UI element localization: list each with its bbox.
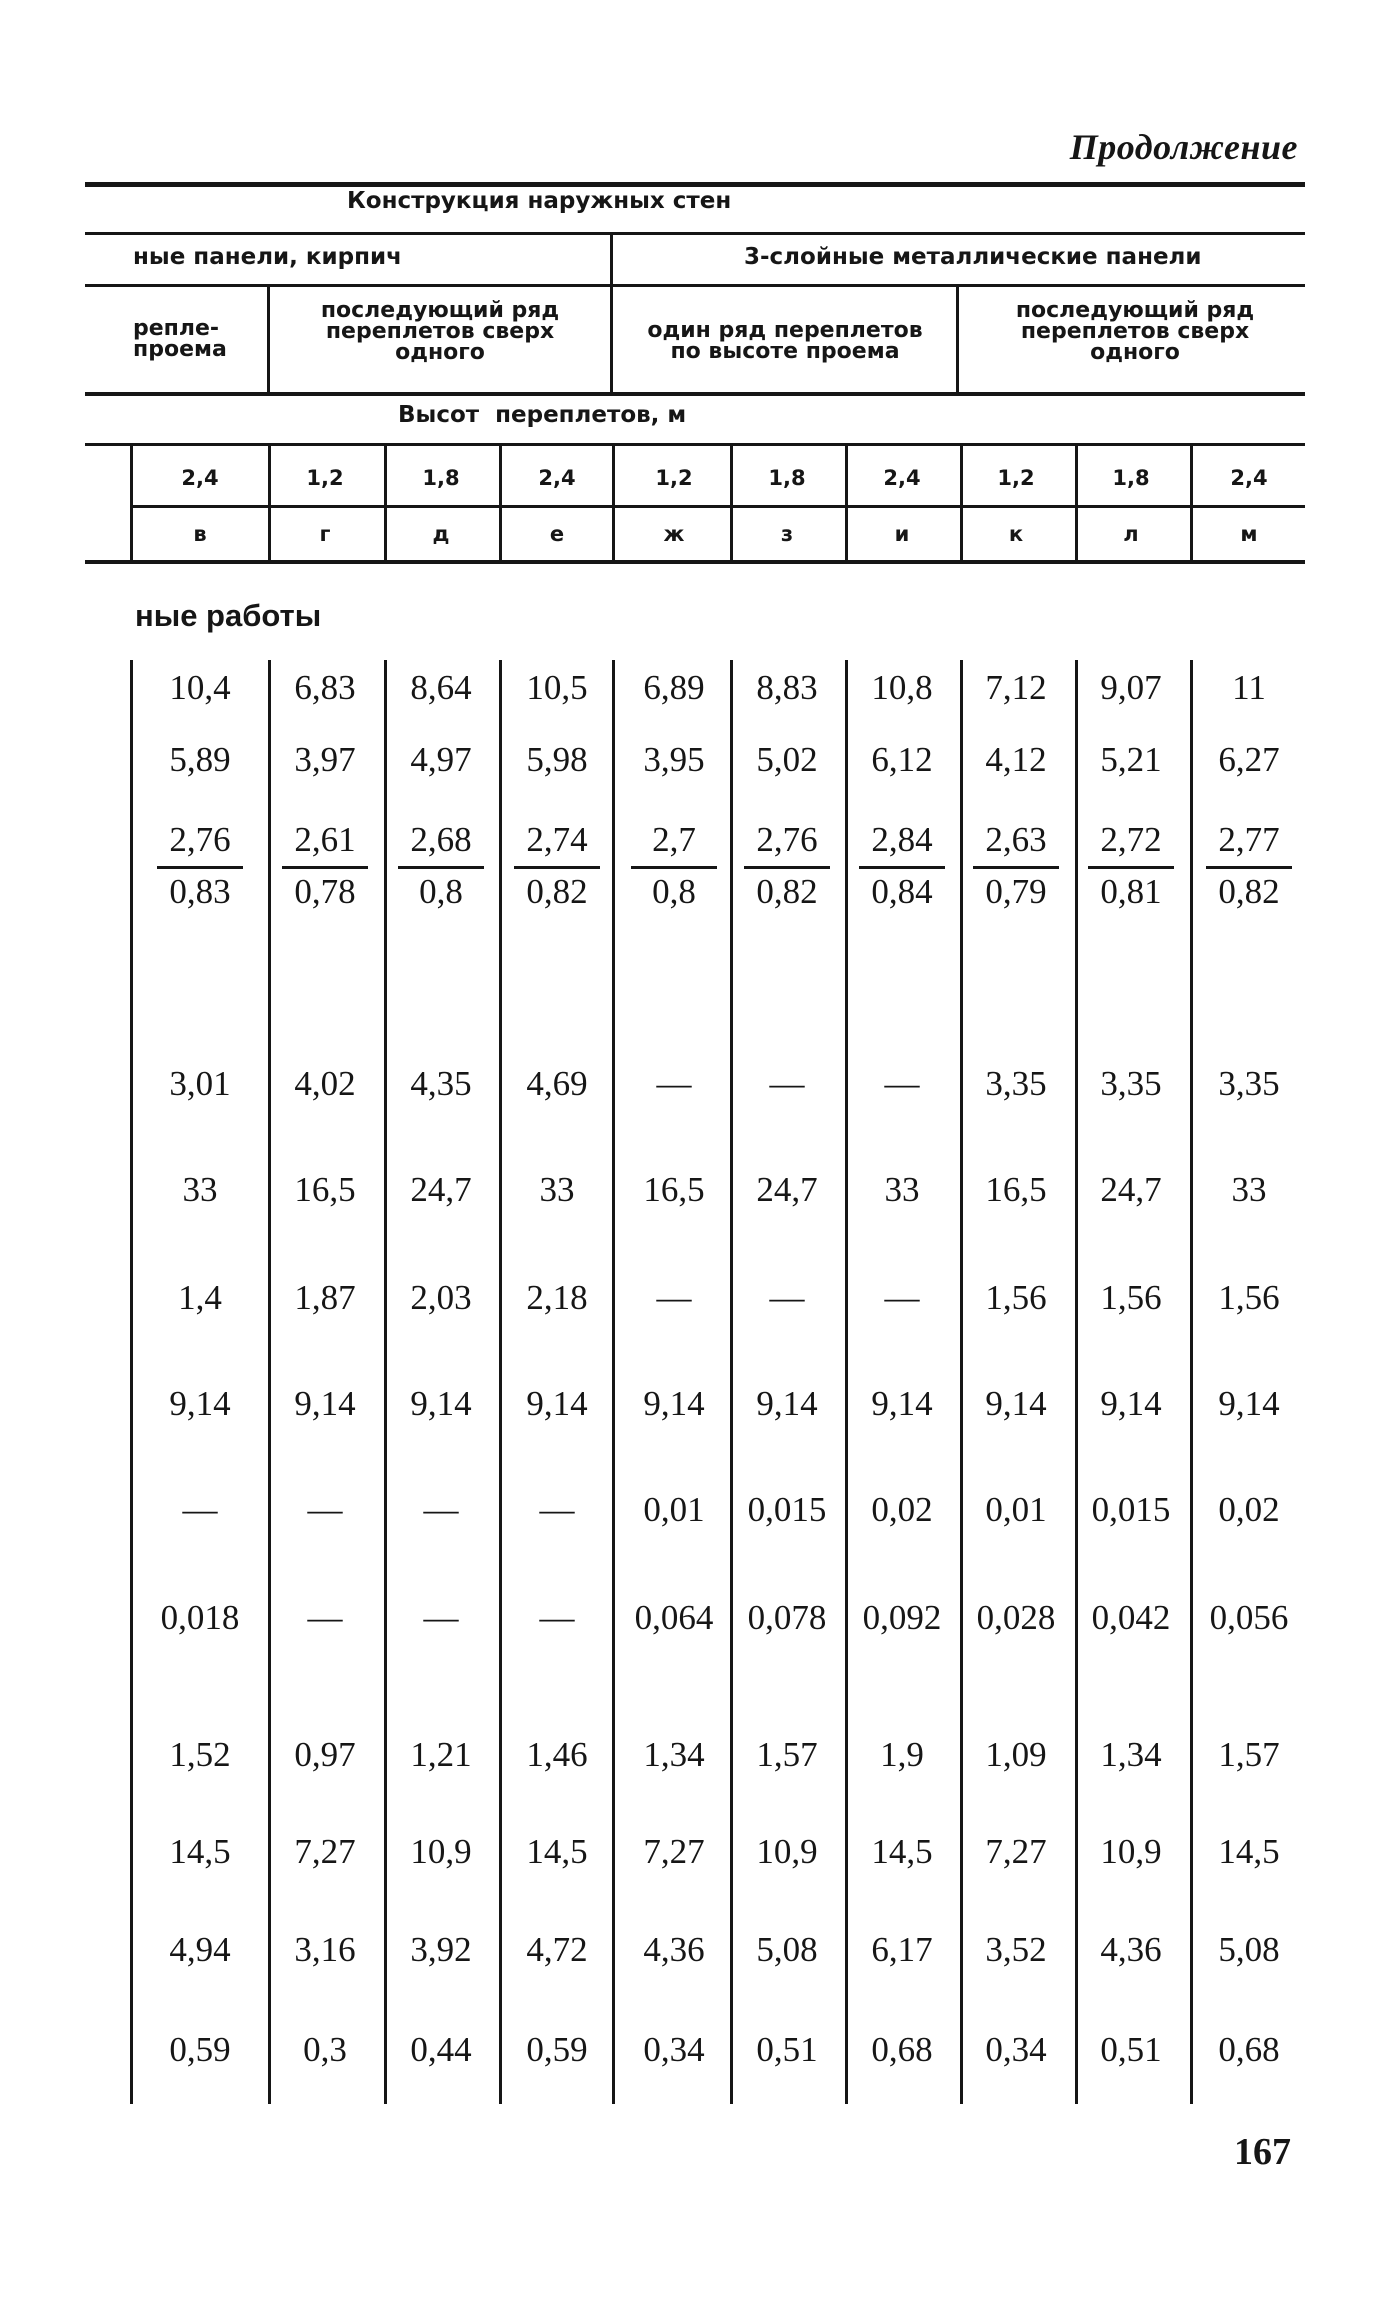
header-column-line bbox=[730, 446, 733, 560]
header-column-line bbox=[384, 446, 387, 560]
table-cell: 0,042 bbox=[1091, 1598, 1171, 1637]
height-value: 1,8 bbox=[422, 466, 460, 490]
fraction-bar bbox=[514, 866, 600, 869]
fraction-numerator: 2,84 bbox=[871, 820, 933, 859]
header-column-line bbox=[268, 446, 271, 560]
table-cell: 3,16 bbox=[294, 1930, 356, 1969]
column-letter: л bbox=[1123, 522, 1139, 546]
table-cell: — bbox=[307, 1598, 343, 1637]
table-cell: 9,14 bbox=[294, 1384, 356, 1423]
continuation-label: Продолжение bbox=[1069, 127, 1298, 167]
height-value: 2,4 bbox=[181, 466, 219, 490]
table-cell: 0,34 bbox=[643, 2030, 705, 2069]
table-cell: — bbox=[656, 1278, 692, 1317]
table-cell: 1,87 bbox=[294, 1278, 356, 1317]
fraction-numerator: 2,7 bbox=[652, 820, 696, 859]
table-cell: 16,5 bbox=[985, 1170, 1047, 1209]
height-value: 1,2 bbox=[655, 466, 693, 490]
table-cell: 0,68 bbox=[871, 2030, 933, 2069]
table-cell: 1,09 bbox=[985, 1735, 1047, 1774]
table-cell: 4,69 bbox=[526, 1064, 588, 1103]
header-column-line bbox=[130, 446, 133, 560]
fraction-denominator: 0,8 bbox=[652, 872, 696, 911]
fraction-denominator: 0,8 bbox=[419, 872, 463, 911]
body-column-line bbox=[130, 660, 133, 2104]
table-cell: 14,5 bbox=[871, 1832, 933, 1871]
column-letter: г bbox=[319, 522, 331, 546]
header-column-line bbox=[845, 446, 848, 560]
table-cell: 10,5 bbox=[526, 668, 588, 707]
table-cell: 9,14 bbox=[756, 1384, 818, 1423]
table-cell: 5,08 bbox=[756, 1930, 818, 1969]
height-value: 2,4 bbox=[538, 466, 576, 490]
sub-header-3: один ряд переплетов по высоте проема bbox=[647, 318, 923, 364]
table-cell: 0,02 bbox=[871, 1490, 933, 1529]
table-cell: 3,52 bbox=[985, 1930, 1047, 1969]
header-rule-4 bbox=[85, 392, 1305, 396]
fraction-bar bbox=[859, 866, 945, 869]
fraction-numerator: 2,74 bbox=[526, 820, 588, 859]
fraction-denominator: 0,83 bbox=[169, 872, 231, 911]
table-cell: 9,14 bbox=[643, 1384, 705, 1423]
table-cell: 4,36 bbox=[643, 1930, 705, 1969]
table-cell: 24,7 bbox=[410, 1170, 472, 1209]
table-cell: 0,01 bbox=[643, 1490, 705, 1529]
table-cell: 4,02 bbox=[294, 1064, 356, 1103]
table-cell: — bbox=[884, 1064, 920, 1103]
table-cell: 6,17 bbox=[871, 1930, 933, 1969]
table-cell: 10,9 bbox=[410, 1832, 472, 1871]
page-number: 167 bbox=[1234, 2131, 1291, 2173]
table-cell: 4,97 bbox=[410, 740, 472, 779]
table-cell: 1,57 bbox=[1218, 1735, 1280, 1774]
table-cell: 1,34 bbox=[643, 1735, 705, 1774]
header-column-line bbox=[612, 446, 615, 560]
fraction-numerator: 2,68 bbox=[410, 820, 472, 859]
table-cell: 8,64 bbox=[410, 668, 472, 707]
table-cell: 14,5 bbox=[526, 1832, 588, 1871]
table-cell: — bbox=[656, 1064, 692, 1103]
table-cell: 7,27 bbox=[985, 1832, 1047, 1871]
height-value: 1,2 bbox=[997, 466, 1035, 490]
table-cell: 1,56 bbox=[1218, 1278, 1280, 1317]
table-cell: 4,36 bbox=[1100, 1930, 1162, 1969]
table-cell: 10,4 bbox=[169, 668, 231, 707]
table-cell: 11 bbox=[1232, 668, 1266, 707]
table-cell: 0,51 bbox=[756, 2030, 818, 2069]
height-value: 1,8 bbox=[1112, 466, 1150, 490]
fraction-denominator: 0,84 bbox=[871, 872, 933, 911]
group-right-title: 3-слойные металлические панели bbox=[744, 244, 1202, 270]
table-cell: 1,52 bbox=[169, 1735, 231, 1774]
header-column-line bbox=[1190, 446, 1193, 560]
fraction-denominator: 0,78 bbox=[294, 872, 356, 911]
table-cell: 10,8 bbox=[871, 668, 933, 707]
column-letter: д bbox=[432, 522, 450, 546]
fraction-denominator: 0,79 bbox=[985, 872, 1047, 911]
fraction-bar bbox=[282, 866, 368, 869]
table-cell: 0,51 bbox=[1100, 2030, 1162, 2069]
table-cell: 9,14 bbox=[169, 1384, 231, 1423]
table-cell: 0,3 bbox=[303, 2030, 347, 2069]
table-cell: 0,44 bbox=[410, 2030, 472, 2069]
header-rule-6 bbox=[130, 505, 1305, 508]
table-cell: 1,4 bbox=[178, 1278, 222, 1317]
table-cell: — bbox=[539, 1598, 575, 1637]
fraction-denominator: 0,81 bbox=[1100, 872, 1162, 911]
construction-title: Конструкция наружных стен bbox=[347, 188, 732, 214]
column-letter: м bbox=[1240, 522, 1258, 546]
fraction-numerator: 2,63 bbox=[985, 820, 1047, 859]
table-cell: 16,5 bbox=[643, 1170, 705, 1209]
table-cell: — bbox=[423, 1598, 459, 1637]
table-cell: 5,89 bbox=[169, 740, 231, 779]
table-cell: 24,7 bbox=[756, 1170, 818, 1209]
table-cell: 0,68 bbox=[1218, 2030, 1280, 2069]
column-letter: в bbox=[193, 522, 207, 546]
table-cell: 0,34 bbox=[985, 2030, 1047, 2069]
group-left-title: ные панели, кирпич bbox=[133, 244, 402, 270]
table-top-rule bbox=[85, 182, 1305, 187]
table-cell: 0,018 bbox=[160, 1598, 240, 1637]
height-value: 2,4 bbox=[1230, 466, 1268, 490]
table-cell: — bbox=[423, 1490, 459, 1529]
fraction-bar bbox=[744, 866, 830, 869]
height-value: 1,8 bbox=[768, 466, 806, 490]
header-column-line bbox=[960, 446, 963, 560]
table-cell: 0,01 bbox=[985, 1490, 1047, 1529]
table-cell: 2,03 bbox=[410, 1278, 472, 1317]
table-cell: 7,27 bbox=[294, 1832, 356, 1871]
fraction-numerator: 2,76 bbox=[169, 820, 231, 859]
table-cell: 4,12 bbox=[985, 740, 1047, 779]
table-cell: 14,5 bbox=[1218, 1832, 1280, 1871]
table-cell: 6,12 bbox=[871, 740, 933, 779]
table-cell: — bbox=[769, 1064, 805, 1103]
table-cell: 0,064 bbox=[634, 1598, 714, 1637]
table-cell: 1,46 bbox=[526, 1735, 588, 1774]
table-cell: 4,35 bbox=[410, 1064, 472, 1103]
table-cell: 9,07 bbox=[1100, 668, 1162, 707]
sub-header-4: последующий ряд переплетов сверх одного bbox=[1015, 298, 1255, 365]
fraction-bar bbox=[1206, 866, 1292, 869]
table-cell: 0,092 bbox=[862, 1598, 942, 1637]
table-cell: 6,83 bbox=[294, 668, 356, 707]
table-cell: 24,7 bbox=[1100, 1170, 1162, 1209]
fraction-numerator: 2,77 bbox=[1218, 820, 1280, 859]
fraction-bar bbox=[398, 866, 484, 869]
table-cell: 0,015 bbox=[1091, 1490, 1171, 1529]
table-cell: 33 bbox=[182, 1170, 218, 1209]
table-cell: 0,015 bbox=[747, 1490, 827, 1529]
fraction-denominator: 0,82 bbox=[526, 872, 588, 911]
table-cell: — bbox=[769, 1278, 805, 1317]
table-cell: 3,97 bbox=[294, 740, 356, 779]
table-cell: — bbox=[539, 1490, 575, 1529]
table-cell: 7,27 bbox=[643, 1832, 705, 1871]
fraction-bar bbox=[973, 866, 1059, 869]
table-cell: 0,59 bbox=[526, 2030, 588, 2069]
table-cell: 9,14 bbox=[1100, 1384, 1162, 1423]
table-cell: 4,94 bbox=[169, 1930, 231, 1969]
fraction-bar bbox=[157, 866, 243, 869]
table-cell: — bbox=[182, 1490, 218, 1529]
table-cell: 9,14 bbox=[1218, 1384, 1280, 1423]
height-value: 1,2 bbox=[306, 466, 344, 490]
sub-header-2: последующий ряд переплетов сверх одного bbox=[320, 298, 560, 365]
column-letter: к bbox=[1008, 522, 1024, 546]
table-cell: 33 bbox=[884, 1170, 920, 1209]
table-cell: 3,95 bbox=[643, 740, 705, 779]
table-cell: 6,27 bbox=[1218, 740, 1280, 779]
height-label: Высот переплетов, м bbox=[398, 402, 687, 428]
table-cell: 9,14 bbox=[526, 1384, 588, 1423]
column-letter: е bbox=[549, 522, 565, 546]
table-cell: 9,14 bbox=[985, 1384, 1047, 1423]
header-bottom-rule bbox=[85, 560, 1305, 564]
column-letter: з bbox=[780, 522, 794, 546]
column-letter: ж bbox=[663, 522, 685, 546]
table-cell: 1,57 bbox=[756, 1735, 818, 1774]
table-cell: 0,028 bbox=[976, 1598, 1056, 1637]
table-cell: 2,18 bbox=[526, 1278, 588, 1317]
table-cell: 3,35 bbox=[1100, 1064, 1162, 1103]
table-cell: 0,97 bbox=[294, 1735, 356, 1774]
fraction-bar bbox=[1088, 866, 1174, 869]
table-cell: 4,72 bbox=[526, 1930, 588, 1969]
table-cell: 0,056 bbox=[1209, 1598, 1289, 1637]
table-cell: 10,9 bbox=[1100, 1832, 1162, 1871]
header-column-line bbox=[1075, 446, 1078, 560]
table-cell: 9,14 bbox=[871, 1384, 933, 1423]
table-cell: 0,078 bbox=[747, 1598, 827, 1637]
fraction-numerator: 2,61 bbox=[294, 820, 356, 859]
table-cell: 1,9 bbox=[880, 1735, 924, 1774]
table-cell: 1,21 bbox=[410, 1735, 472, 1774]
table-cell: 5,08 bbox=[1218, 1930, 1280, 1969]
table-cell: 3,92 bbox=[410, 1930, 472, 1969]
column-letter: и bbox=[894, 522, 910, 546]
table-cell: 1,56 bbox=[985, 1278, 1047, 1317]
table-cell: — bbox=[307, 1490, 343, 1529]
group-divider bbox=[610, 232, 613, 392]
header-column-line bbox=[499, 446, 502, 560]
sub-header-1: репле- проема bbox=[133, 316, 227, 362]
table-cell: 8,83 bbox=[756, 668, 818, 707]
table-cell: 33 bbox=[539, 1170, 575, 1209]
table-cell: 5,98 bbox=[526, 740, 588, 779]
fraction-numerator: 2,76 bbox=[756, 820, 818, 859]
sub-divider-2 bbox=[956, 286, 959, 392]
height-value: 2,4 bbox=[883, 466, 921, 490]
table-cell: 1,56 bbox=[1100, 1278, 1162, 1317]
fraction-numerator: 2,72 bbox=[1100, 820, 1162, 859]
table-cell: 33 bbox=[1231, 1170, 1267, 1209]
table-cell: 3,35 bbox=[985, 1064, 1047, 1103]
table-cell: 5,21 bbox=[1100, 740, 1162, 779]
table-cell: 9,14 bbox=[410, 1384, 472, 1423]
table-cell: 6,89 bbox=[643, 668, 705, 707]
table-cell: 10,9 bbox=[756, 1832, 818, 1871]
table-cell: 3,35 bbox=[1218, 1064, 1280, 1103]
fraction-denominator: 0,82 bbox=[1218, 872, 1280, 911]
section-title: ные работы bbox=[135, 598, 322, 633]
table-cell: 0,59 bbox=[169, 2030, 231, 2069]
table-cell: 14,5 bbox=[169, 1832, 231, 1871]
sub-divider-1 bbox=[267, 286, 270, 392]
header-rule-2 bbox=[85, 232, 1305, 235]
table-cell: 1,34 bbox=[1100, 1735, 1162, 1774]
fraction-denominator: 0,82 bbox=[756, 872, 818, 911]
table-cell: 0,02 bbox=[1218, 1490, 1280, 1529]
table-cell: 5,02 bbox=[756, 740, 818, 779]
table-cell: 16,5 bbox=[294, 1170, 356, 1209]
table-cell: — bbox=[884, 1278, 920, 1317]
table-cell: 7,12 bbox=[985, 668, 1047, 707]
table-cell: 3,01 bbox=[169, 1064, 231, 1103]
fraction-bar bbox=[631, 866, 717, 869]
